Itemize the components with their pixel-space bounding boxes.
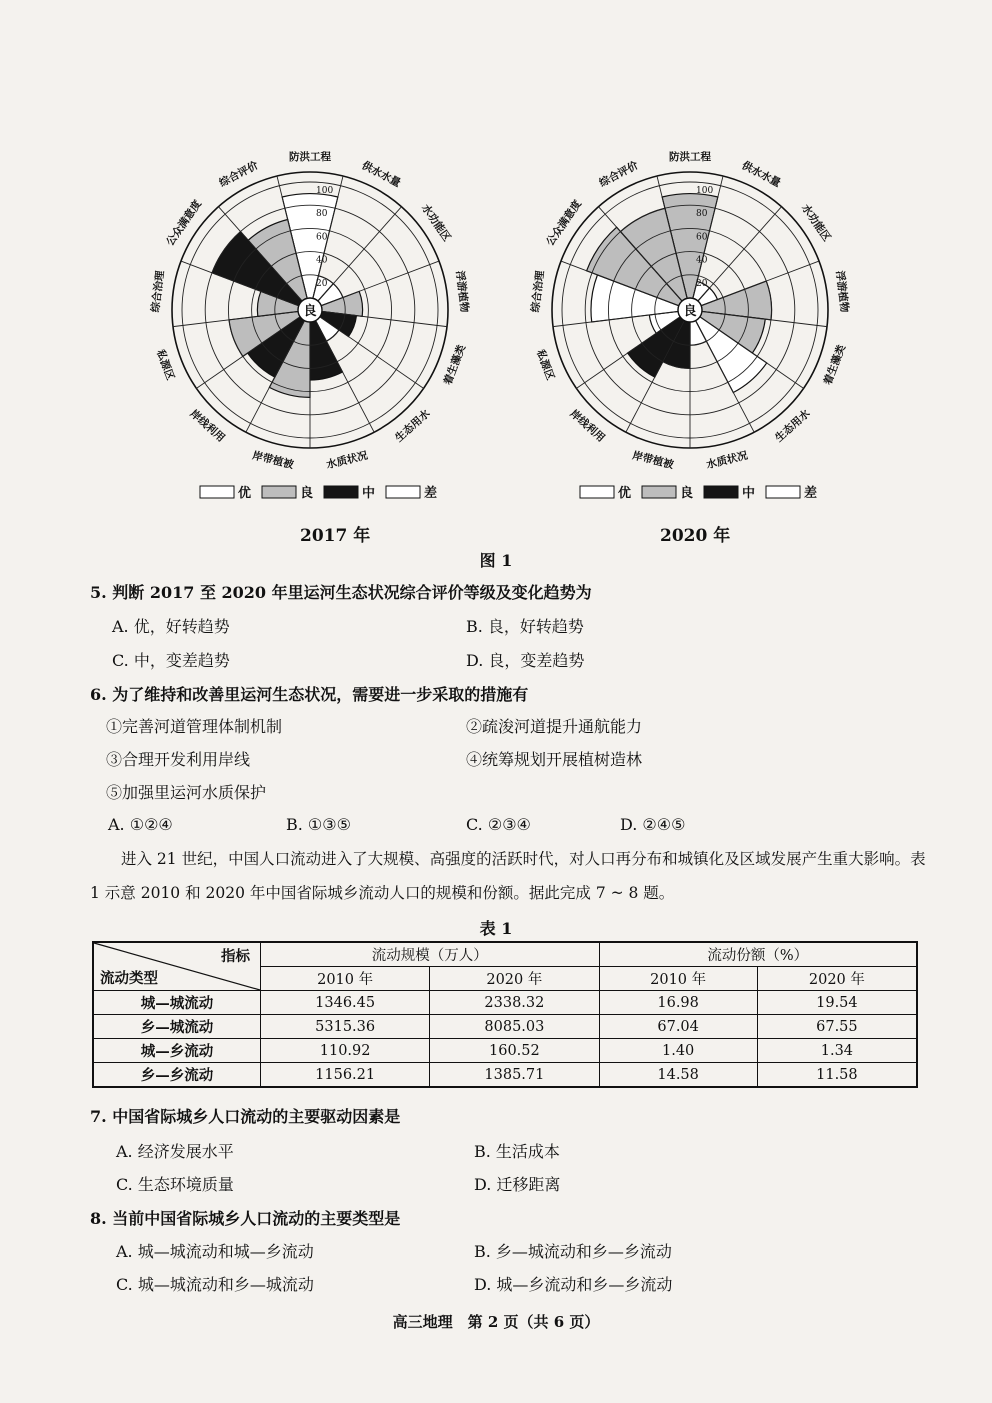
table-cell: 5315.36 <box>261 1015 430 1039</box>
table-cell: 14.58 <box>599 1063 757 1088</box>
q6-option-b[interactable]: B. ①③⑤ <box>286 815 351 834</box>
q8-option-b[interactable]: B. 乡—城流动和乡—乡流动 <box>474 1242 672 1261</box>
q7-option-a[interactable]: A. 经济发展水平 <box>116 1142 234 1161</box>
radar-axis-label: 水功能区 <box>419 202 453 244</box>
migration-table <box>92 941 918 1088</box>
table-cell: 1385.71 <box>430 1063 599 1088</box>
radar-tick-label: 20 <box>316 278 328 289</box>
radar-axis-label: 综合评价 <box>597 159 641 190</box>
header-year: 2010 年 <box>261 967 430 991</box>
q8-option-a[interactable]: A. 城—城流动和城—乡流动 <box>116 1242 314 1261</box>
radar-spoke <box>320 317 424 389</box>
chart-year-2017: 2017 年 <box>300 526 371 546</box>
question-6-stem: 6. 为了维持和改善里运河生态状况，需要进一步采取的措施有 <box>90 685 529 704</box>
radar-axis-label: 岸带植被 <box>631 449 675 472</box>
q5-option-c[interactable]: C. 中，变差趋势 <box>112 651 230 670</box>
legend-label-3: 中 <box>362 486 376 501</box>
table-cell: 11.58 <box>757 1063 917 1088</box>
q7-option-b[interactable]: B. 生活成本 <box>474 1142 560 1161</box>
radar-axis-label: 岸线利用 <box>567 407 607 445</box>
legend-swatch-2 <box>642 486 676 498</box>
legend-label-1: 优 <box>238 486 252 501</box>
legend-swatch-3 <box>704 486 738 498</box>
table-row <box>93 991 917 1015</box>
radar-tick-label: 40 <box>316 255 328 266</box>
radar-tick-label: 100 <box>696 186 714 196</box>
question-5-stem: 5. 判断 2017 至 2020 年里运河生态状况综合评价等级及变化趋势为 <box>90 583 592 602</box>
legend-label-1: 优 <box>618 486 632 501</box>
legend-swatch-3 <box>324 486 358 498</box>
radar-axis-label: 浮游植物 <box>833 269 851 314</box>
table-cell: 8085.03 <box>430 1015 599 1039</box>
table-cell: 1346.45 <box>261 991 430 1015</box>
table-cell: 67.04 <box>599 1015 757 1039</box>
table-cell: 160.52 <box>430 1039 599 1063</box>
radar-tick-label: 100 <box>316 186 334 196</box>
row-type-label: 城—城流动 <box>93 991 261 1015</box>
legend-swatch-1 <box>580 486 614 498</box>
table-cell: 67.55 <box>757 1015 917 1039</box>
radar-tick-label: 60 <box>316 232 328 243</box>
question-8-stem: 8. 当前中国省际城乡人口流动的主要类型是 <box>90 1209 401 1228</box>
legend-swatch-1 <box>200 486 234 498</box>
radar-axis-label: 综合治理 <box>529 269 547 314</box>
radar-axis-label: 岸线利用 <box>187 407 227 445</box>
q8-option-c[interactable]: C. 城—城流动和乡—城流动 <box>116 1275 314 1294</box>
table-row <box>93 1015 917 1039</box>
radar-center-label: 良 <box>303 304 317 319</box>
q6-item-1: ①完善河道管理体制机制 <box>106 717 283 736</box>
q5-option-a[interactable]: A. 优，好转趋势 <box>112 617 230 636</box>
legend-label-2: 良 <box>680 486 694 501</box>
header-year: 2010 年 <box>599 967 757 991</box>
radar-axis-label: 供水水量 <box>359 159 403 190</box>
legend-label-4: 差 <box>424 486 438 501</box>
header-year: 2020 年 <box>757 967 917 991</box>
radar-svg-2017 <box>149 130 471 510</box>
radar-tick-label: 40 <box>696 255 708 266</box>
radar-axis-label: 综合评价 <box>217 159 261 190</box>
radar-axis-label: 防洪工程 <box>289 151 331 163</box>
corner-label-type: 流动类型 <box>100 970 158 987</box>
corner-label-indicator: 指标 <box>221 948 250 965</box>
table-row <box>93 1063 917 1088</box>
table-cell: 2338.32 <box>430 991 599 1015</box>
radar-center-label: 良 <box>683 304 697 319</box>
radar-axis-label: 浮游植物 <box>453 269 471 314</box>
legend-label-2: 良 <box>300 486 314 501</box>
table-row <box>93 1039 917 1063</box>
table-cell: 1156.21 <box>261 1063 430 1088</box>
radar-axis-label: 私源区 <box>153 348 177 382</box>
question-7-stem: 7. 中国省际城乡人口流动的主要驱动因素是 <box>90 1107 401 1126</box>
q6-item-4: ④统筹规划开展植树造林 <box>466 750 643 769</box>
q6-option-d[interactable]: D. ②④⑤ <box>620 815 686 834</box>
page-footer: 高三地理 第 2 页（共 6 页） <box>392 1313 600 1331</box>
radar-tick-label: 80 <box>696 209 708 220</box>
radar-axis-label: 岸带植被 <box>251 449 295 472</box>
table-cell: 1.40 <box>599 1039 757 1063</box>
table-cell: 16.98 <box>599 991 757 1015</box>
q5-option-b[interactable]: B. 良，好转趋势 <box>466 617 584 636</box>
radar-axis-label: 着生藻类 <box>821 343 848 387</box>
radar-axis-label: 水质状况 <box>705 449 749 472</box>
header-year: 2020 年 <box>430 967 599 991</box>
q6-option-a[interactable]: A. ①②④ <box>108 815 173 834</box>
figure-caption: 图 1 <box>479 551 513 570</box>
radar-tick-label: 80 <box>316 209 328 220</box>
table-cell: 1.34 <box>757 1039 917 1063</box>
q6-option-c[interactable]: C. ②③④ <box>466 815 531 834</box>
q7-option-c[interactable]: C. 生态环境质量 <box>116 1175 234 1194</box>
q6-item-3: ③合理开发利用岸线 <box>106 750 251 769</box>
radar-chart-2020 <box>529 130 851 510</box>
q6-item-5: ⑤加强里运河水质保护 <box>106 783 267 802</box>
row-type-label: 乡—乡流动 <box>93 1063 261 1088</box>
radar-svg-2020 <box>529 130 851 510</box>
radar-axis-label: 综合治理 <box>149 269 167 314</box>
radar-axis-label: 水质状况 <box>325 449 369 472</box>
q7-option-d[interactable]: D. 迁移距离 <box>474 1175 561 1194</box>
legend-swatch-4 <box>386 486 420 498</box>
radar-tick-label: 20 <box>696 278 708 289</box>
radar-axis-label: 公众满意度 <box>164 198 204 249</box>
q8-option-d[interactable]: D. 城—乡流动和乡—乡流动 <box>474 1275 673 1294</box>
radar-chart-2017 <box>149 130 471 510</box>
table-caption: 表 1 <box>479 919 513 938</box>
header-flow-share: 流动份额（%） <box>599 942 917 967</box>
radar-axis-label: 着生藻类 <box>441 343 468 387</box>
legend-label-4: 差 <box>804 486 818 501</box>
passage-text: 进入 21 世纪，中国人口流动进入了大规模、高强度的活跃时代，对人口再分布和城镇化及区域发展产生重大影响。表 1 示意 2010 和 2020 年中国省际城乡流动人口的规模和份额。据此完成 7 ~ 8 题。 <box>90 850 926 902</box>
radar-axis-label: 水功能区 <box>799 202 833 244</box>
row-type-label: 乡—城流动 <box>93 1015 261 1039</box>
radar-axis-label: 防洪工程 <box>669 151 711 163</box>
radar-axis-label: 公众满意度 <box>544 198 584 249</box>
table-cell: 19.54 <box>757 991 917 1015</box>
radar-axis-label: 私源区 <box>533 348 557 382</box>
legend-swatch-4 <box>766 486 800 498</box>
row-type-label: 城—乡流动 <box>93 1039 261 1063</box>
radar-tick-label: 60 <box>696 232 708 243</box>
table-corner-cell <box>93 942 261 991</box>
legend-label-3: 中 <box>742 486 756 501</box>
q6-item-2: ②疏浚河道提升通航能力 <box>466 717 643 736</box>
chart-year-2020: 2020 年 <box>660 526 731 546</box>
legend-swatch-2 <box>262 486 296 498</box>
q5-option-d[interactable]: D. 良，变差趋势 <box>466 651 585 670</box>
radar-axis-label: 生态用水 <box>393 407 433 445</box>
radar-axis-label: 供水水量 <box>739 159 783 190</box>
header-flow-scale: 流动规模（万人） <box>261 942 600 967</box>
radar-axis-label: 生态用水 <box>773 407 813 445</box>
table-cell: 110.92 <box>261 1039 430 1063</box>
